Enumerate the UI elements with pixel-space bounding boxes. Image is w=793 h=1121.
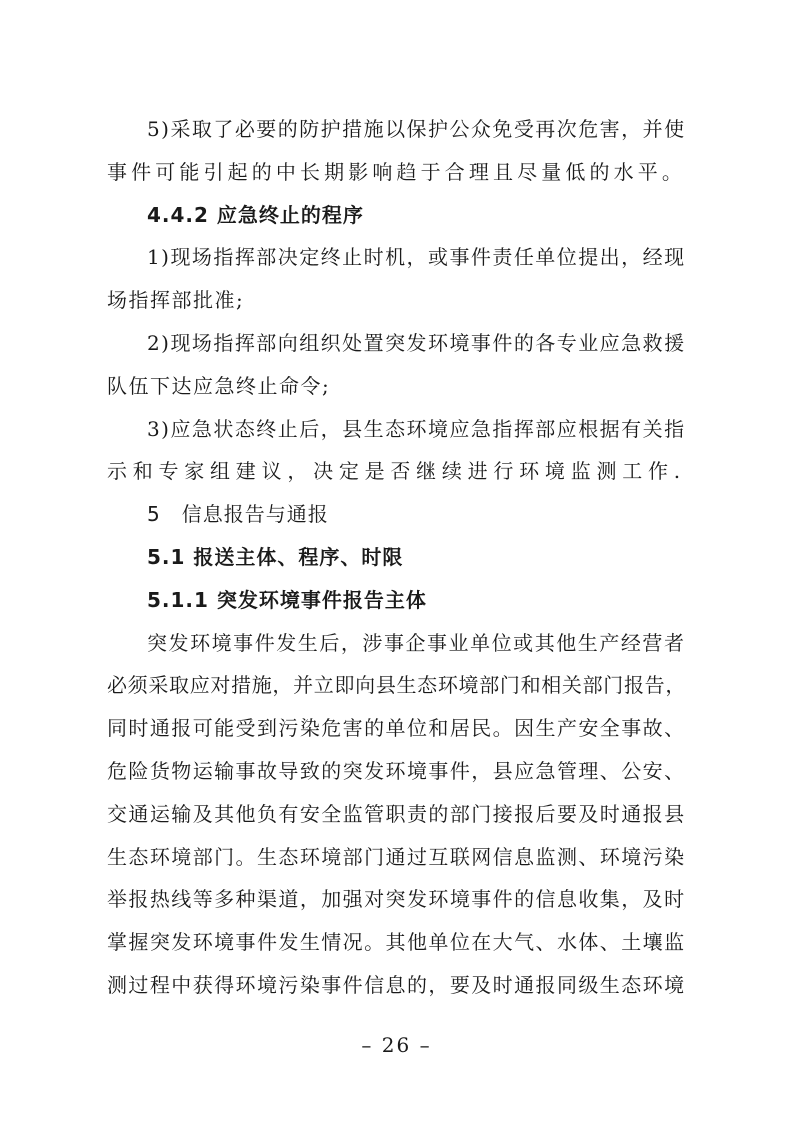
text-line: 5)采取了必要的防护措施以保护公众免受再次危害，并使 <box>147 117 686 141</box>
text-line: 3)应急状态终止后，县生态环境应急指挥部应根据有关指 <box>147 417 686 441</box>
section-heading-4-4-2: 4.4.2 应急终止的程序 <box>147 203 364 227</box>
text-line: 交通运输及其他负有安全监管职责的部门接报后要及时通报县 <box>107 802 686 826</box>
text-line: 同时通报可能受到污染危害的单位和居民。因生产安全事故、 <box>107 716 686 740</box>
text-line: 必须采取应对措施，并立即向县生态环境部门和相关部门报告， <box>107 673 686 697</box>
text-line: 事件可能引起的中长期影响趋于合理且尽量低的水平。 <box>107 160 686 184</box>
text-line: 场指挥部批准; <box>107 288 245 312</box>
section-heading-5-1-1: 5.1.1 突发环境事件报告主体 <box>147 588 427 612</box>
text-line: 1)现场指挥部决定终止时机，或事件责任单位提出，经现 <box>147 245 686 269</box>
section-heading-5: 5 信息报告与通报 <box>147 502 329 526</box>
text-line: 队伍下达应急终止命令; <box>107 374 331 398</box>
text-line: 掌握突发环境事件发生情况。其他单位在大气、水体、土壤监 <box>107 930 686 954</box>
text-line: 生态环境部门。生态环境部门通过互联网信息监测、环境污染 <box>107 845 686 869</box>
section-heading-5-1: 5.1 报送主体、程序、时限 <box>147 545 404 569</box>
text-line: 危险货物运输事故导致的突发环境事件，县应急管理、公安、 <box>107 759 686 783</box>
text-line: 2)现场指挥部向组织处置突发环境事件的各专业应急救援 <box>147 331 686 355</box>
text-line: 示和专家组建议，决定是否继续进行环境监测工作. <box>107 459 686 483</box>
page-number: – 26 – <box>361 1033 432 1057</box>
text-line: 突发环境事件发生后，涉事企事业单位或其他生产经营者 <box>147 631 686 655</box>
text-line: 测过程中获得环境污染事件信息的，要及时通报同级生态环境 <box>107 973 686 997</box>
text-line: 举报热线等多种渠道，加强对突发环境事件的信息收集，及时 <box>107 887 686 911</box>
